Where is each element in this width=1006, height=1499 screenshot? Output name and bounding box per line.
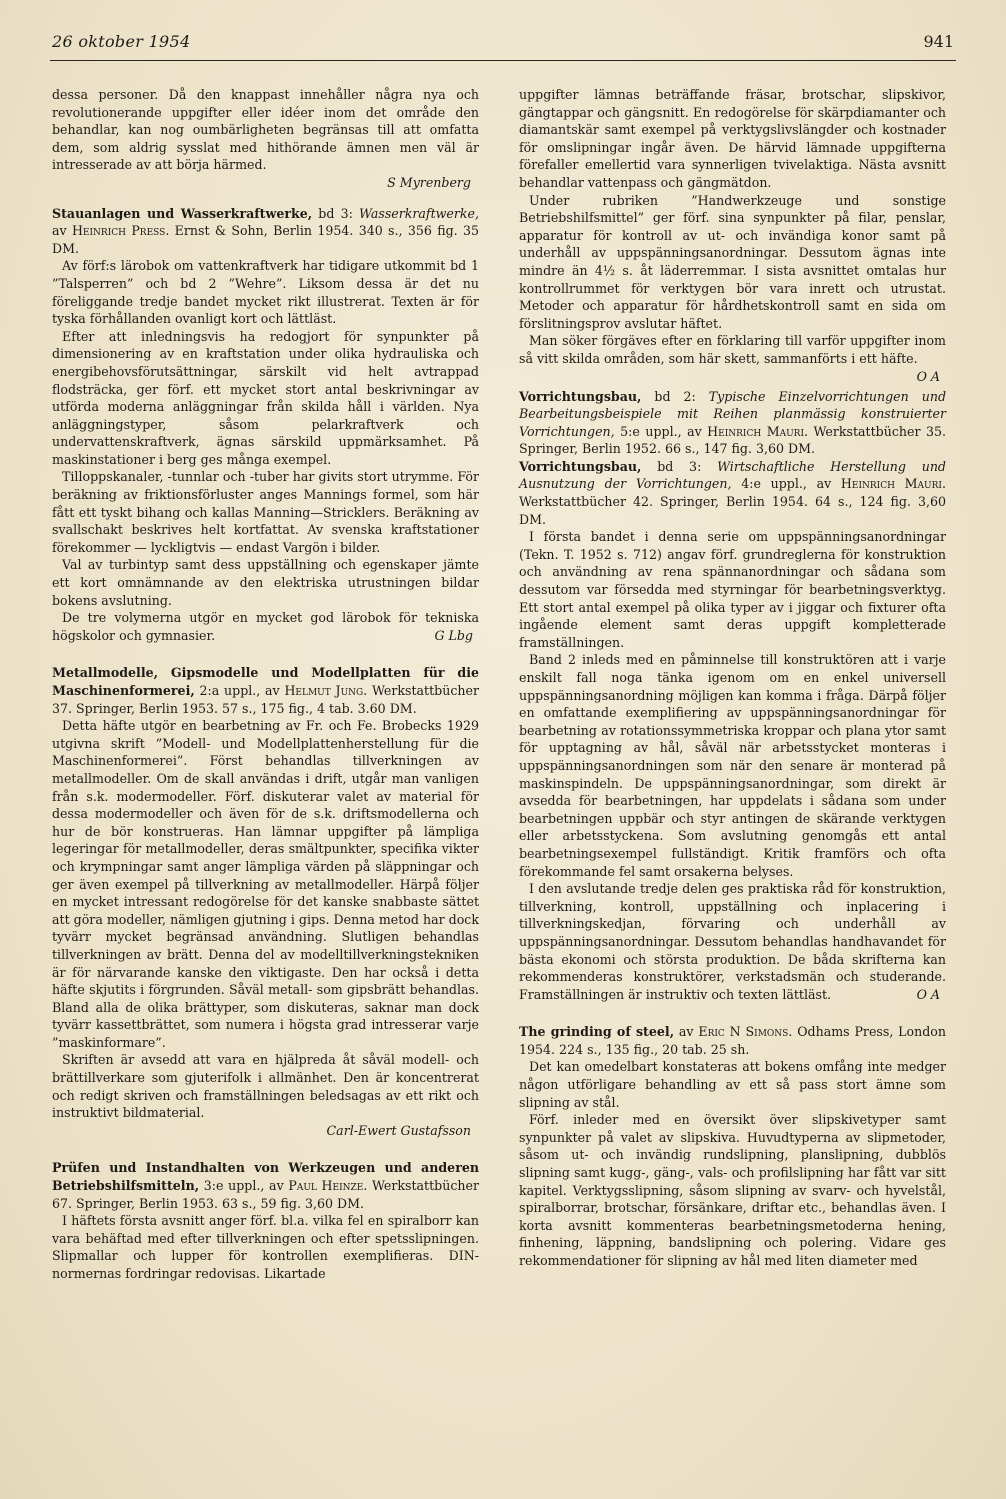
book-edition: 2:a uppl., av [194, 683, 285, 698]
review-paragraph: Band 2 inleds med en påminnelse till konstruktören att i varje enskilt fall noga tänka igenom om en enkel universell uppspänningsanordning möjligen kan komma i fråga. Därpå följer en omfattande exemplifiering av uppspänningsanordningar för bearbetning av rotationssymmetriska kroppar och plana ytor samt för upptagning av hål, såväl när arbetsstycket monteras i uppspänningsanordningen som när den senare är monterad på maskinspindeln. De uppspänningsanordningar, som direkt är avsedda för bearbetningen, har uppdelats i sådana som under bearbetningen uppbär och styr antingen de skärande verktygen eller arbetsstyckena. Som avslutning genomgås ett antal bearbetningsexempel fullständigt. Kritik framförs och ofta förekommande fel samt orsakerna belyses. [519, 652, 946, 879]
book-publication: . Werkstattbücher 35. Springer, Berlin 1952. 66 s., 147 fig. 3,60 DM. [519, 423, 946, 457]
book-edition: 4:e uppl., av [731, 476, 841, 492]
author-prefix: av [52, 223, 72, 239]
review-paragraph: uppgifter lämnas beträffande fräsar, brotschar, slipskivor, gängtappar och gängsnitt. En redogörelse för skärpdiamanter och diamantskär samt exempel på verktygslivslängder och kostnader för omslipningar ingår även. De härvid lämnade uppgifterna förefaller emellertid vara synnerligen tvivelaktiga. Nästa avsnitt behandlar vattenpass och gängmätdon. [519, 87, 946, 190]
page-header [50, 30, 956, 61]
book-edition: 3:e uppl., av [199, 1178, 289, 1194]
review-heading-vorrichtungsbau-2 [519, 388, 946, 458]
book-publication: . Werkstattbücher 37. Springer, Berlin 1953. 57 s., 175 fig., 4 tab. 3.60 DM. [52, 683, 479, 716]
book-title: Vorrichtungsbau, [519, 388, 642, 404]
book-subtitle: Typische Einzelvorrichtungen und Bearbeitungsbeispiele mit Reihen planmässig konstruierter Vorrichtungen, [519, 388, 947, 439]
book-author: Eric N Simons [698, 1024, 789, 1040]
book-publication: . Werkstattbücher 42. Springer, Berlin 1954. 64 s., 124 fig. 3,60 DM. [519, 476, 946, 527]
review-signature: S Myrenberg [387, 174, 471, 190]
book-subtitle: Wirtschaftliche Herstellung und Ausnutzung der Vorrichtungen, [519, 458, 946, 492]
book-publication: . Ernst & Sohn, Berlin 1954. 340 s., 356 fig. 35 DM. [52, 223, 480, 256]
review-signature: O A [916, 368, 940, 384]
review-paragraph: Av förf:s lärobok om vattenkraftverk har tidigare utkommit bd 1 ”Talsperren” och bd 2 ”Wehre”. Liksom dessa är det nu föreliggande tredje bandet mycket rikt illustrerat. Texten är för tyska förhållanden ovanligt kort och lättläst. [52, 258, 479, 327]
review-paragraph: Det kan omedelbart konstateras att bokens omfång inte medger någon utförligare behandling av ett så pass stort ämne som slipning av stål. [519, 1059, 946, 1110]
book-edition: 5:e uppl., av [614, 423, 708, 439]
review-paragraph: I första bandet i denna serie om uppspänningsanordningar (Tekn. T. 1952 s. 712) angav förf. grundreglerna för konstruktion och användning av rena spännanordningar och sådana som dessutom var försedda med styrningar för bearbetningsverktyg. Ett stort antal exempel på olika typer av i jiggar och fixturer ofta ingående element samt deras uppgift kompletterade framställningen. [519, 529, 946, 650]
review-paragraph: Tilloppskanaler, -tunnlar och -tuber har givits stort utrymme. För beräkning av friktionsförluster anges Mannings formel, som här fått ett tyskt bihang och kallas Manning—Stricklers. Beräkning av svallschakt beskrives helt kortfattat. Av svenska kraftstationer förekommer — lyckligtvis — endast Vargön i bilder. [52, 469, 479, 555]
review-paragraph: Val av turbintyp samt dess uppställning och egenskaper jämte ett kort omnämnande av den elektriska utrustningen bildar bokens avslutning. [52, 557, 479, 608]
review-last-text: De tre volymerna utgör en mycket god lärobok för tekniska högskolor och gymnasier. [52, 610, 479, 643]
review-signature: Carl-Ewert Gustafsson [326, 1122, 471, 1138]
book-volume: bd 3: [641, 458, 718, 474]
review-paragraph: Skriften är avsedd att vara en hjälpreda åt såväl modell- och brättillverkare som gjuterifolk i allmänhet. Den är koncentrerat och redigt skriven och framställningen beledsagas av ett rikt och instruktivt bildmaterial. [52, 1052, 479, 1121]
review-paragraph: Under rubriken ”Handwerkzeuge und sonstige Betriebshilfsmittel” ger förf. sina synpunkter på filar, penslar, apparatur för kontroll av ut- och invändiga konor samt på underhåll av uppspänningsanordningar. Dessutom ägnas inte mindre än 4½ s. åt läderremmar. I sista avsnittet omtalas hur kontrollrummet för verktygen bör vara inrett och utrustat. Metoder och apparatur för hårdhetskontroll samt en sida om förslitningsprov avslutar häftet. [519, 192, 946, 331]
review-heading-metallmodelle [52, 664, 479, 717]
review-signature: G Lbg [434, 627, 473, 643]
book-title: Stauanlagen und Wasserkraftwerke, [52, 205, 313, 221]
review-heading-vorrichtungsbau-3 [519, 458, 946, 528]
author-prefix: av [674, 1024, 699, 1040]
book-author: Heinrich Mauri [840, 476, 942, 492]
review-paragraph: I häftets första avsnitt anger förf. bl.a. vilka fel en spiralborr kan vara behäftad med efter tillverkningen och efter spetsslipningen. Slipmallar och lupper för kontrollen exemplifieras. DIN-normernas fordringar redovisas. Likartade [52, 1213, 479, 1281]
review-heading-grinding-of-steel [519, 1023, 946, 1058]
review-heading-pruefen [52, 1159, 479, 1212]
review-paragraph [52, 609, 479, 644]
review-paragraph [519, 880, 946, 1003]
review-last-text: Man söker förgäves efter en förklaring till varför uppgifter inom så vitt skilda områden, som här skett, sammanförts i ett häfte. [519, 333, 946, 366]
review-paragraph: Efter att inledningsvis ha redogjort för synpunkter på dimensionering av en kraftstation under olika hydrauliska och energibehovsförutsättningar, särskilt vid helt avtrappad flodsträcka, ger förf. ett mycket stort antal beskrivningar av utförda moderna anläggningar från skilda håll i världen. Nya anläggningstyper, såsom pelarkraftverk och undervattenskraftverk, ägnas särskild uppmärksamhet. På maskinstationer i berg ges många exempel. [52, 328, 479, 467]
right-column [519, 86, 946, 1270]
review-last-text: I den avslutande tredje delen ges praktiska råd för konstruktion, tillverkning, kontroll, uppställning och inplacering i tillverkningskedjan, förvaring och underhåll av uppspänningsanordningar. Dessutom behandlas handhavandet för bästa ekonomi och största produktion. De båda skrifterna kan rekommenderas konstruktörer, verkstadsmän och studerande. Framställningen är instruktiv och texten lättläst. [519, 881, 946, 1002]
book-publication: . Odhams Press, London 1954. 224 s., 135 fig., 20 tab. 25 sh. [519, 1024, 946, 1057]
review-paragraph: Förf. inleder med en översikt över slipskivetyper samt synpunkter på valet av slipskiva. Huvudtyperna av slipmetoder, såsom ut- och invändig rundslipning, planslipning, dubblös slipning samt kugg-, gäng-, vals- och profilslipning har fått var sitt kapitel. Verktygsslipning, såsom slipning av svarv- och hyvelstål, spiralborrar, brotschar, försänkare, driftar etc., behandlas även. I korta avsnitt kommenteras bearbetningsmetoderna hening, finhening, läppning, bandslipning och polering. Vidare ges rekommendationer för slipning av hål med liten diameter med [519, 1112, 946, 1268]
book-title: The grinding of steel, [519, 1024, 675, 1040]
book-author: Heinrich Mauri [707, 423, 805, 439]
book-volume: bd 2: [641, 388, 709, 404]
book-subtitle: Wasserkraftwerke, [359, 205, 479, 221]
book-volume: bd 3: [312, 205, 360, 221]
book-title: Vorrichtungsbau, [519, 458, 642, 474]
book-author: Heinrich Press [71, 223, 166, 239]
review-paragraph: Detta häfte utgör en bearbetning av Fr. och Fe. Brobecks 1929 utgivna skrift ”Modell- und Modellplattenherstellung für die Maschinenformerei”. Först behandlas tillverkningen av metallmodeller. Om de skall användas i drift, utgår man vanligen från s.k. modermodeller. Förf. diskuterar valet av material för dessa modermodeller och även för de s.k. driftsmodellerna och hur de bör konstrueras. Han lämnar uppgifter på lämpliga legeringar för metallmodeller, deras smältpunkter, specifika vikter och krympningar samt anger lämpliga värden på släppningar och ger även exempel på tillverkning av metallmodeller. Härpå följer en mycket intressant redogörelse för det kanske snabbaste sättet att göra modeller, nämligen gjutning i gips. Denna metod har dock tyvärr mycket begränsad användning. Slutligen behandlas tillverkningen av brätt. Denna del av modelltillverkningstekniken är för närvarande kanske den viktigaste. Den har också i detta häfte skjutits i förgrunden. Såväl metall- som gipsbrätt behandlas. Bland alla de olika brättyper, som diskuteras, saknar man dock tyvärr kassettbrättet, som numera i högsta grad intresserar varje ”maskinformare”. [52, 718, 479, 1050]
issue-date: 26 oktober 1954 [52, 32, 191, 51]
review-signature: O A [916, 986, 940, 1002]
review-paragraph [519, 332, 946, 384]
left-column [52, 86, 479, 1283]
intro-paragraph: dessa personer. Då den knappast innehåller några nya och revolutionerande uppgifter eller idéer inom det område den behandlar, kan nog oumbärligheten begränsas till att omfatta dem, som aldrig sysslat med hithörande ämnen men väl är intresserade av att börja härmed. [52, 87, 479, 173]
book-title: Metallmodelle, Gipsmodelle und Modellplatten für die Maschinenformerei, [52, 665, 479, 698]
book-author: Helmut Jung [284, 683, 364, 698]
review-heading-stauanlagen [52, 205, 479, 258]
book-title: Prüfen und Instandhalten von Werkzeugen und anderen Betriebshilfsmitteln, [52, 1160, 479, 1194]
book-publication: . Werkstattbücher 67. Springer, Berlin 1953. 63 s., 59 fig. 3,60 DM. [52, 1178, 479, 1211]
page-number: 941 [923, 32, 954, 51]
book-author: Paul Heinze [288, 1178, 364, 1194]
